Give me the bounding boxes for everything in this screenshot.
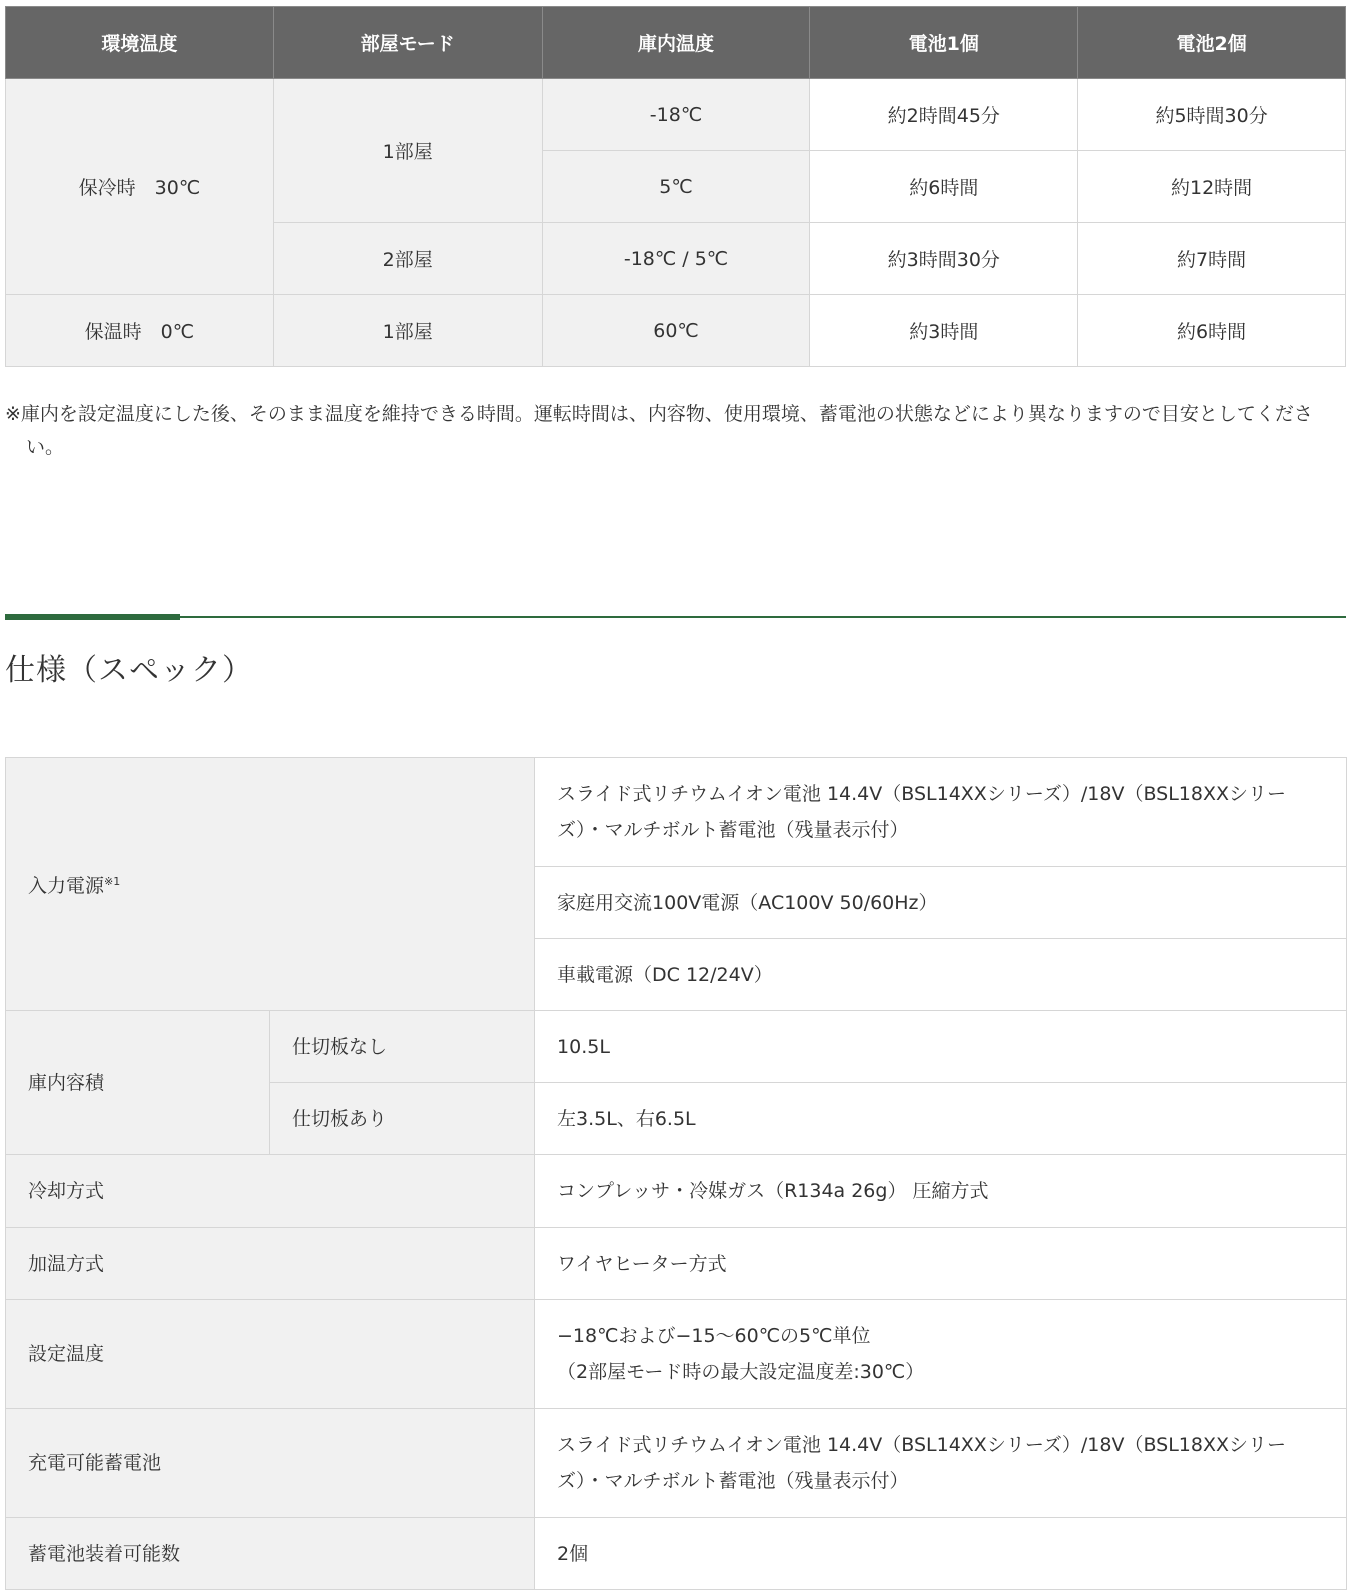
runtime-header-row <box>6 7 1346 79</box>
section-divider-accent <box>5 614 180 620</box>
spec-value-power-battery: スライド式リチウムイオン電池 14.4V（BSL14XXシリーズ）/18V（BSL18XXシリーズ）・マルチボルト蓄電池（残量表示付） <box>535 758 1347 867</box>
cell-battery-2: 約5時間30分 <box>1078 79 1346 151</box>
spec-label-power-text: 入力電源 <box>28 875 105 897</box>
spec-label-cooling: 冷却方式 <box>6 1155 535 1228</box>
section-divider <box>5 616 1346 618</box>
cell-cool-env: 保冷時 30℃ <box>6 79 274 295</box>
spec-value-heating: ワイヤヒーター方式 <box>535 1228 1347 1300</box>
cell-warm-one-room: 1部屋 <box>273 295 542 367</box>
spec-value-battery-count: 2個 <box>535 1518 1347 1590</box>
spec-label-heating: 加温方式 <box>6 1228 535 1300</box>
spec-value-no-partition: 10.5L <box>535 1011 1347 1083</box>
section-title: 仕様（スペック） <box>5 653 253 688</box>
cell-battery-1: 約3時間 <box>810 295 1078 367</box>
spec-value-partition: 左3.5L、右6.5L <box>535 1083 1347 1155</box>
table-row <box>6 1011 1347 1083</box>
spec-label-set-temp: 設定温度 <box>6 1300 535 1409</box>
table-row <box>6 1409 1347 1518</box>
spec-value-power-ac: 家庭用交流100V電源（AC100V 50/60Hz） <box>535 867 1347 939</box>
table-row <box>6 1228 1347 1300</box>
cell-battery-2: 約12時間 <box>1078 151 1346 223</box>
cell-battery-1: 約6時間 <box>810 151 1078 223</box>
spec-sublabel-no-partition: 仕切板なし <box>270 1011 535 1083</box>
spec-value-power-dc: 車載電源（DC 12/24V） <box>535 939 1347 1011</box>
cell-temp: -18℃ <box>542 79 810 151</box>
cell-battery-1: 約2時間45分 <box>810 79 1078 151</box>
header-room-mode: 部屋モード <box>273 7 542 79</box>
table-row <box>6 295 1346 367</box>
spec-label-battery-count: 蓄電池装着可能数 <box>6 1518 535 1590</box>
cell-cool-two-room: 2部屋 <box>273 223 542 295</box>
spec-value-set-temp-line2: （2部屋モード時の最大設定温度差:30℃） <box>557 1361 925 1383</box>
table-row <box>6 1518 1347 1590</box>
header-inner-temp: 庫内温度 <box>542 7 810 79</box>
spec-value-set-temp <box>535 1300 1347 1409</box>
spec-value-cooling: コンプレッサ・冷媒ガス（R134a 26g） 圧縮方式 <box>535 1155 1347 1228</box>
cell-temp: 5℃ <box>542 151 810 223</box>
cell-battery-2: 約7時間 <box>1078 223 1346 295</box>
table-row <box>6 1155 1347 1228</box>
runtime-note: ※庫内を設定温度にした後、そのまま温度を維持できる時間。運転時間は、内容物、使用環境、蓄電池の状態などにより異なりますので目安としてください。 <box>5 403 1313 458</box>
cell-temp: -18℃ / 5℃ <box>542 223 810 295</box>
spec-table <box>5 757 1347 1590</box>
runtime-table <box>5 6 1346 367</box>
table-row <box>6 1300 1347 1409</box>
cell-warm-env: 保温時 0℃ <box>6 295 274 367</box>
cell-temp: 60℃ <box>542 295 810 367</box>
spec-label-capacity: 庫内容積 <box>6 1011 270 1155</box>
spec-value-set-temp-line1: −18℃および−15〜60℃の5℃単位 <box>557 1325 871 1347</box>
header-env-temp: 環境温度 <box>6 7 274 79</box>
footnote-marker: ※1 <box>104 875 121 888</box>
cell-battery-1: 約3時間30分 <box>810 223 1078 295</box>
spec-sublabel-partition: 仕切板あり <box>270 1083 535 1155</box>
header-battery-1: 電池1個 <box>810 7 1078 79</box>
table-row <box>6 79 1346 151</box>
spec-label-charge: 充電可能蓄電池 <box>6 1409 535 1518</box>
spec-value-charge: スライド式リチウムイオン電池 14.4V（BSL14XXシリーズ）/18V（BSL18XXシリーズ）・マルチボルト蓄電池（残量表示付） <box>535 1409 1347 1518</box>
cell-cool-one-room: 1部屋 <box>273 79 542 223</box>
spec-label-power <box>6 758 535 1011</box>
table-row <box>6 758 1347 867</box>
cell-battery-2: 約6時間 <box>1078 295 1346 367</box>
header-battery-2: 電池2個 <box>1078 7 1346 79</box>
